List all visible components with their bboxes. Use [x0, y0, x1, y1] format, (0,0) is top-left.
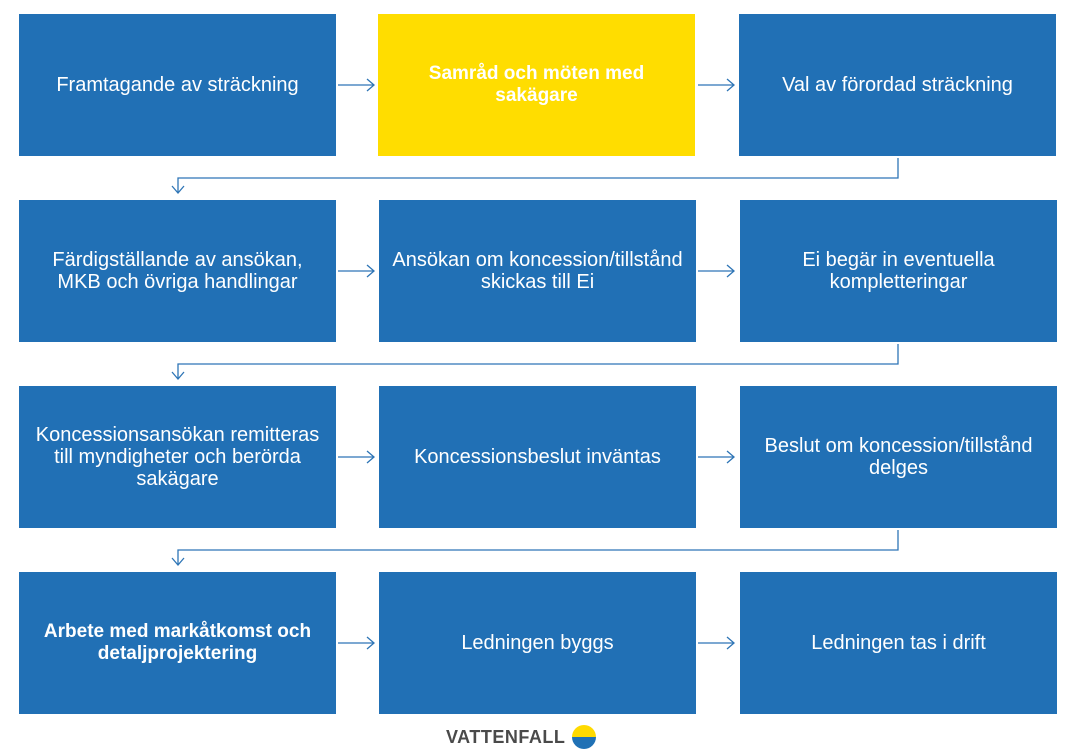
row-connector-arrow [172, 158, 898, 193]
arrow-right [338, 637, 374, 649]
step-box [379, 200, 696, 342]
step-box [19, 572, 336, 714]
vattenfall-logo-icon [571, 724, 597, 750]
step-box [379, 572, 696, 714]
arrow-right [698, 79, 734, 91]
step-box-highlighted [378, 14, 695, 156]
vattenfall-logo [446, 724, 597, 750]
arrow-right [338, 265, 374, 277]
step-box [740, 572, 1057, 714]
arrow-right [338, 451, 374, 463]
step-label: Beslut om koncession/tillstånd delges [764, 435, 1033, 479]
logo-text: VATTENFALL [446, 726, 566, 747]
step-label: Ledningen byggs [461, 632, 614, 654]
arrow-right [338, 79, 374, 91]
row-connector-arrow [172, 530, 898, 565]
step-label: Samråd och möten med sakägare [428, 63, 645, 106]
step-label: Koncessionsansökan remitteras till myndigheter och berörda sakägare [35, 424, 320, 490]
step-label: Ansökan om koncession/tillstånd skickas till Ei [392, 249, 683, 293]
step-box [19, 14, 336, 156]
arrow-right [698, 637, 734, 649]
step-box [740, 200, 1057, 342]
arrow-right [698, 451, 734, 463]
step-label: Ei begär in eventuella kompletteringar [802, 249, 995, 293]
step-box [19, 200, 336, 342]
step-box [379, 386, 696, 528]
step-label: Koncessionsbeslut inväntas [414, 446, 661, 468]
step-label: Ledningen tas i drift [811, 632, 986, 654]
arrow-right [698, 265, 734, 277]
step-box [740, 386, 1057, 528]
step-box [739, 14, 1056, 156]
step-label: Framtagande av sträckning [56, 74, 299, 96]
step-label: Val av förordad sträckning [782, 74, 1013, 96]
step-label: Arbete med markåtkomst och detaljprojektering [43, 621, 312, 664]
step-label: Färdigställande av ansökan, MKB och övriga handlingar [52, 249, 303, 293]
step-box [19, 386, 336, 528]
row-connector-arrow [172, 344, 898, 379]
